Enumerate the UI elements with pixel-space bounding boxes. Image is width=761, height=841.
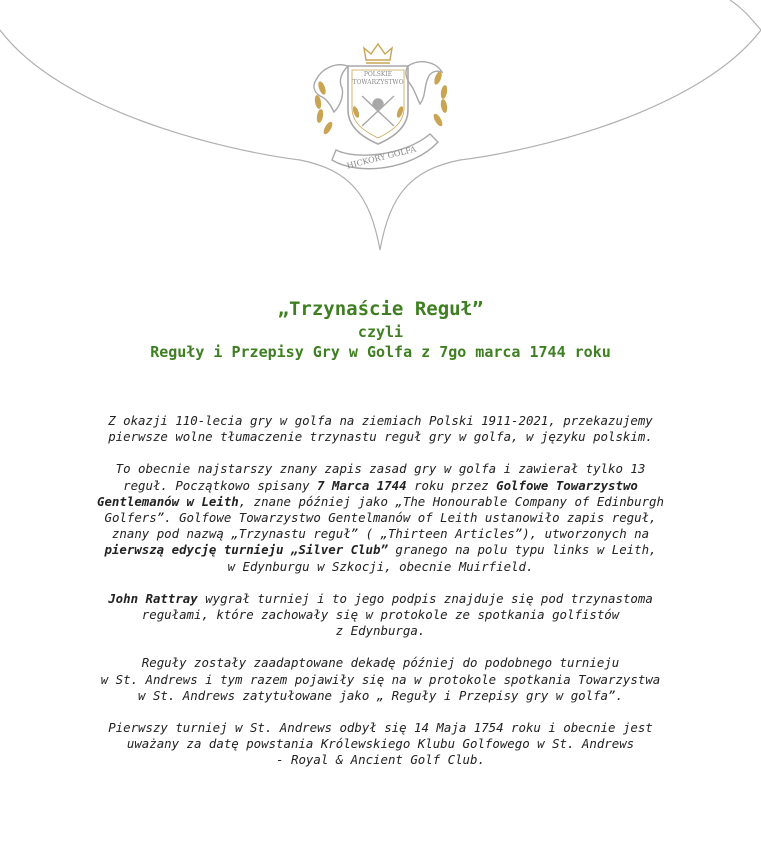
paragraph-first-tournament [20,720,741,769]
p2-text-k: granego na polu typu links w Leith, [387,542,657,558]
paragraph-intro [20,413,741,445]
p5-line3: - Royal & Ancient Golf Club. [276,752,485,768]
p2-text-b: reguł. Początkowo spisany [123,477,318,493]
crossed-clubs-icon [362,96,394,126]
p2-text-d: roku przez [406,477,497,493]
p4-line2: w St. Andrews i tym razem pojawiły się na w protokole spotkania Towarzystwa [100,671,661,687]
p2-line7: w Edynburgu w Szkocji, obecnie Muirfield. [227,558,534,574]
decorative-frame [0,0,761,290]
logo-text-1: POLSKIE [363,71,393,78]
title-block [0,296,761,362]
p3-text-b: wygrał turniej i to jego podpis znajduje się pod trzynastoma [197,590,653,606]
paragraph-rattray [20,591,741,640]
p3-line3: z Edynburga. [335,623,426,639]
p2-society-1: Golfowe Towarzystwo [496,477,638,493]
title-connector: czyli [357,323,404,341]
paragraph-st-andrews [20,655,741,704]
p5-line2: uważany za datę powstania Królewskiego Klubu Golfowego w St. Andrews [126,736,635,752]
club-logo [314,44,448,171]
crown-icon [364,44,392,63]
logo-text-2: TOWARZYSTWO [352,79,404,86]
subtitle: Reguły i Przepisy Gry w Golfa z 7go marca 1744 roku [150,343,611,361]
p1-line1: Z okazji 110-lecia gry w golfa na ziemiach Polski 1911-2021, przekazujemy [108,413,653,428]
paragraph-history [20,461,741,574]
main-title: „Trzynaście Reguł” [277,298,484,320]
p2-line1: To obecnie najstarszy znany zapis zasad gry w golfa i zawierał tylko 13 [115,461,646,477]
ribbon-text: HICKORY GOLFA [345,144,417,171]
p1-line2: pierwsze wolne tłumaczenie trzynastu reguł gry w golfa, w języku polskim. [108,429,653,445]
p2-line5: znany pod nazwą „Trzynastu reguł” ( „Thirteen Articles”), utworzonych na [111,526,650,542]
p2-silver-club: pierwszą edycję turnieju „Silver Club” [104,542,388,558]
p4-line3: w St. Andrews zatytułowane jako „ Reguły i Przepisy gry w golfa”. [138,687,623,703]
p5-line1: Pierwszy turniej w St. Andrews odbył się 14 Maja 1754 roku i obecnie jest [108,720,653,736]
p2-date: 7 Marca 1744 [317,477,407,493]
p2-text-g: , znane później jako „The Honourable Company of Edinburgh [238,493,664,509]
p4-line1: Reguły zostały zaadaptowane dekadę później do podobnego turnieju [141,655,620,671]
body-text [20,413,741,785]
p2-line4: Golfers”. Golfowe Towarzystwo Gentelmanów of Leith ustanowiło zapis reguł, [104,510,657,526]
p3-line2: regułami, które zachowały się w protokole ze spotkania golfistów [141,607,620,623]
p3-name: John Rattray [108,590,198,606]
p2-society-2: Gentlemanów w Leith [97,493,239,509]
